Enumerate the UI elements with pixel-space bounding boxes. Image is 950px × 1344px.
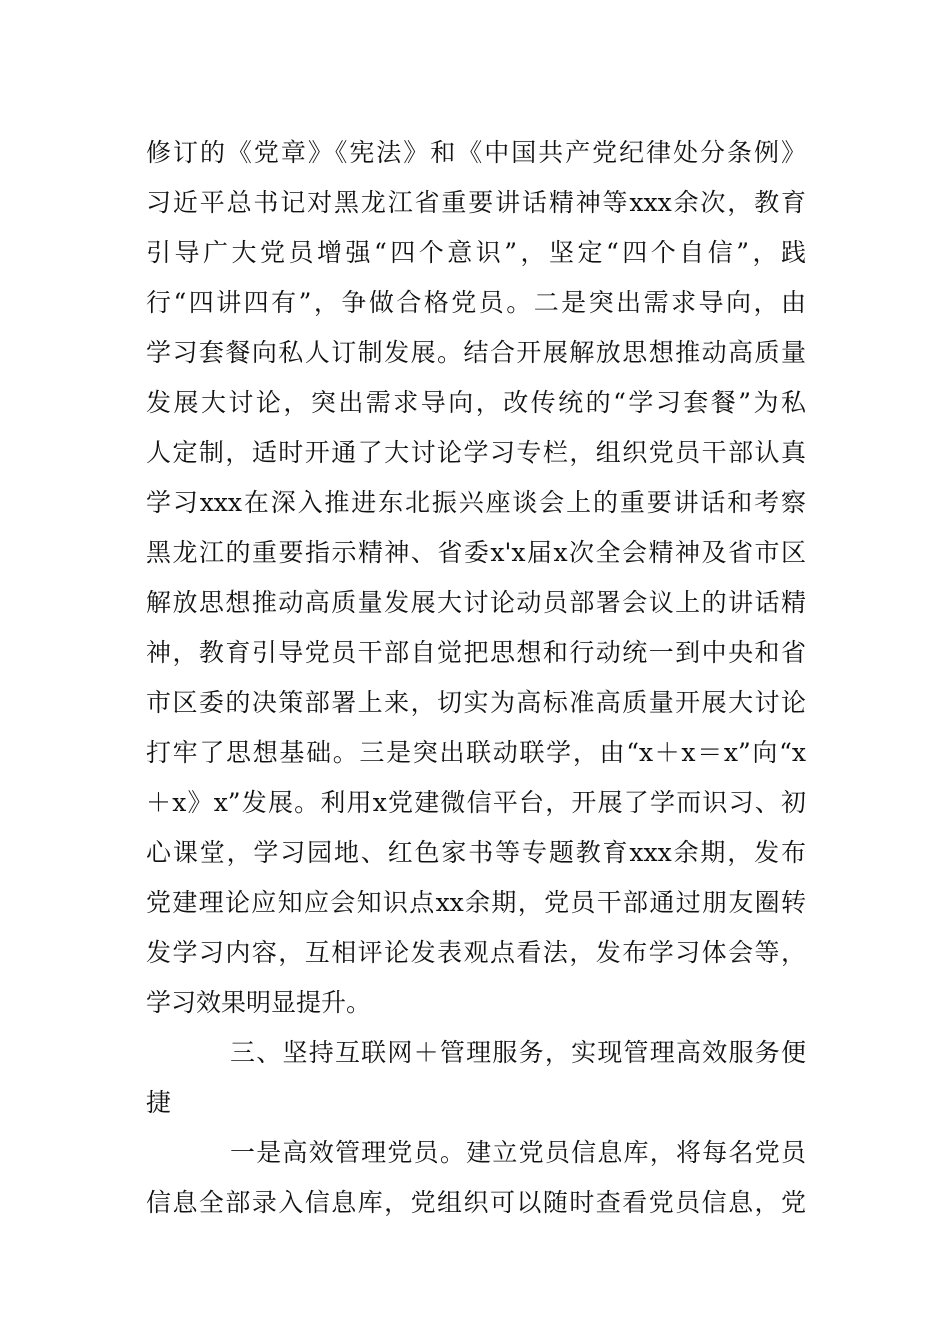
text-line: 发展大讨论，突出需求导向，改传统的“学习套餐”为私 [146,388,806,417]
text-line: 解放思想推动高质量发展大讨论动员部署会议上的讲话精 [146,588,806,617]
text-line: 习近平总书记对黑龙江省重要讲话精神等xxx余次，教育 [146,188,806,217]
text-line: 信息全部录入信息库，党组织可以随时查看党员信息，党 [146,1188,806,1217]
text-line: 学习xxx在深入推进东北振兴座谈会上的重要讲话和考察 [146,488,806,517]
section-heading: 三、坚持互联网＋管理服务，实现管理高效服务便 [230,1038,806,1067]
text-line: 心课堂，学习园地、红色家书等专题教育xxx余期，发布 [146,838,806,867]
text-line: 市区委的决策部署上来，切实为高标准高质量开展大讨论 [146,688,806,717]
text-line: 黑龙江的重要指示精神、省委x'x届x次全会精神及省市区 [146,538,806,567]
section-heading-continued: 捷 [146,1088,172,1117]
text-line: 党建理论应知应会知识点xx余期，党员干部通过朋友圈转 [146,888,806,917]
paragraph-first-line: 一是高效管理党员。建立党员信息库，将每名党员 [230,1138,806,1167]
text-line: 学习效果明显提升。 [146,988,372,1017]
text-line: 学习套餐向私人订制发展。结合开展解放思想推动高质量 [146,338,806,367]
text-line: 行“四讲四有”，争做合格党员。二是突出需求导向，由 [146,288,806,317]
text-line: ＋x》x”发展。利用x党建微信平台，开展了学而识习、初 [146,788,806,817]
text-line: 引导广大党员增强“四个意识”，坚定“四个自信”，践 [146,238,806,267]
text-line: 打牢了思想基础。三是突出联动联学，由“x＋x＝x”向“x [146,738,806,767]
text-line: 神，教育引导党员干部自觉把思想和行动统一到中央和省 [146,638,806,667]
text-line: 发学习内容，互相评论发表观点看法，发布学习体会等， [146,938,806,967]
text-line: 人定制，适时开通了大讨论学习专栏，组织党员干部认真 [146,438,806,467]
text-line: 修订的《党章》《宪法》和《中国共产党纪律处分条例》 [146,138,806,167]
